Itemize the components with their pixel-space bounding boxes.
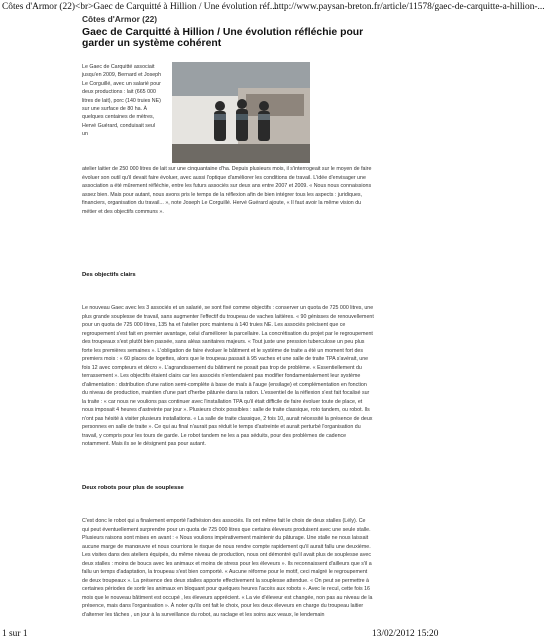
section-heading-objectives: Des objectifs clairs: [82, 272, 136, 278]
article-kicker: Côtes d'Armor (22): [82, 14, 158, 24]
article-photo: [172, 62, 310, 163]
section-heading-robots: Deux robots pour plus de souplesse: [82, 485, 184, 491]
browser-page-count: 1 sur 1: [2, 629, 28, 639]
browser-page-title: Côtes d'Armor (22)<br>Gaec de Carquitté à Hillion / Une évolution réf...: [2, 2, 277, 12]
browser-page-url[interactable]: http://www.paysan-breton.fr/article/11578/gaec-de-carquitte-a-hillion-...: [274, 2, 545, 12]
section-body-robots: C'est donc le robot qui a finalement emporté l'adhésion des associés. Ils ont même fait le choix de deux stalles (Lély). Ce qui peut éventuellement surprendre pour un quota de 725 000 litres que certains éleveurs produisent avec une seule stalle. Plusieurs raisons sont mises en avant : « Nous voulions impérativement maintenir du pâturage. Une stalle ne nous laissait aucune marge de manœuvre et nous courrions le risque de nous rendre compte rapidement qu'il aurait fallu une deuxième. Les visites dans des ateliers équipés, du même niveau de production, nous ont démontré qu'il avait plus de souplesse avec deux stalles : moins de boucs avec les animaux et moins de stress pour les éleveurs ». Ils reconnaissent d'ailleurs que s'il a fallu un temps d'adaptation, la troupeau s'est bien comporté. « Aucune réforme pour le motif, ceci malgré le regroupement de deux troupeaux ». La présence des deux stalles apporte effectivement la souplesse attendue. « On peut se permettre à certaines périodes de sortir les animaux en bloquant pour quelques heures l'accès aux robots ». Avec le recul, cette fois 16 mois que le nouveau bâtiment est occupé , les éleveurs apprécient. « La vie d'éleveur est changée, non pas au niveau de la présence, mais dans l'organisation ». À noter qu'ils ont fait le choix, pour les deux éleveurs en charge du troupeau laitier d'alterner les tâches , un jour à la surveillance du robot, au raclage et les soins aux veaux, le lendemain: [82, 518, 373, 618]
article-intro: Le Gaec de Carquitté associait jusqu'en 2009, Bernard et Joseph Le Corguillé, avec un salarié pour deux productions : lait (665 000 litres de lait), porc (140 truies NE) sur une surface de 80 ha. À quelques centaines de mètres, Hervé Guérard, conduisait seul un: [82, 64, 162, 138]
article-intro-continued: atelier laitier de 250 000 litres de lait sur une cinquantaine d'ha. Depuis plusieurs mois, il s'interrogeait sur le moyen de faire évoluer son outil qu'il devait faire évoluer, avec aussi l'optique d'améliorer les conditions de travail. L'idée d'envisager une association a été mûrement réfléchie, entre les futurs associés sur deux ans entre 2007 et 2009. « Nous nous connaissions assez bien. Mais pour autant, nous avons pris le temps de la réflexion afin de bien intégrer tous les aspects : juridiques, financiers, organisation du travail... », note Joseph Le Corguillé. Hervé Guérard ajoute, « Il faut avoir la même vision du métier et des objectifs communs ».: [82, 166, 372, 215]
browser-print-datetime: 13/02/2012 15:20: [372, 629, 439, 639]
section-body-objectives: Le nouveau Gaec avec les 3 associés et un salarié, se sont fixé comme objectifs : conserver un quota de 725 000 litres, une plus grande souplesse de travail, sans augmenter l'effectif du troupeau de vaches laitières. « 90 génisses de renouvellement pour un quota de 725 000 litres, 135 ha et l'atelier porc maintenu à 140 truies NE. Les associés précisent que ce regroupement s'est fait en premier avantage, celui d'améliorer la parcellaire. La concrétisation du projet par le regroupement des troupeaux s'est plutôt bien passée, sans aléas sanitaires majeurs. « Tout juste une pression tuberculose un peu plus forte les premières semaines ». L'obligation de faire évoluer le bâtiment et le système de traite a été un moment fort des premiers mois : « 60 places de logettes, alors que le troupeau passait à 95 vaches et une salle de traite TPA s'avérait, une fois 12 avec compteurs et décro ». L'agrandissement du bâtiment ne posait pas trop de problème. « Essentiellement du terrassement ». Les objectifs étaient clairs car les associés n'entendaient pas modifier fondamentalement leur système d'alimentation : distribution d'une ration semi-complète à base de maïs à l'auge (ensilage) et complémentation en fonction du niveau de production, maintien d'une part d'herbe pâturée dans la ration. L'essentiel de la réflexion s'est fait focalisé sur la traite : « car nous ne voulions pas continuer avec l'installation TPA qu'il était difficile de faire évoluer toute de place, et nous imposait 4 heures d'astreinte par jour ». Plusieurs choix possibles : salle de traite classique, roto tandem, ou robot. Ils n'ont pas hésité à visiter plusieurs installations. « La salle de traite classique, 2 fois 10, aurait nécessité la présence de deux personnes en salle de traite ». Ce qui au final n'aurait pas réduit le temps d'astreinte et aurait perturbé l'organisation du travail, y compris pour les tours de garde. Le robot tandem ne les a pas séduits, pour des problèmes de cadence notamment. Mais ils se le désignent pas pour autant.: [82, 305, 374, 447]
article-title: Gaec de Carquitté à Hillion / Une évolution réfléchie pour garder un système cohérent: [82, 27, 364, 50]
